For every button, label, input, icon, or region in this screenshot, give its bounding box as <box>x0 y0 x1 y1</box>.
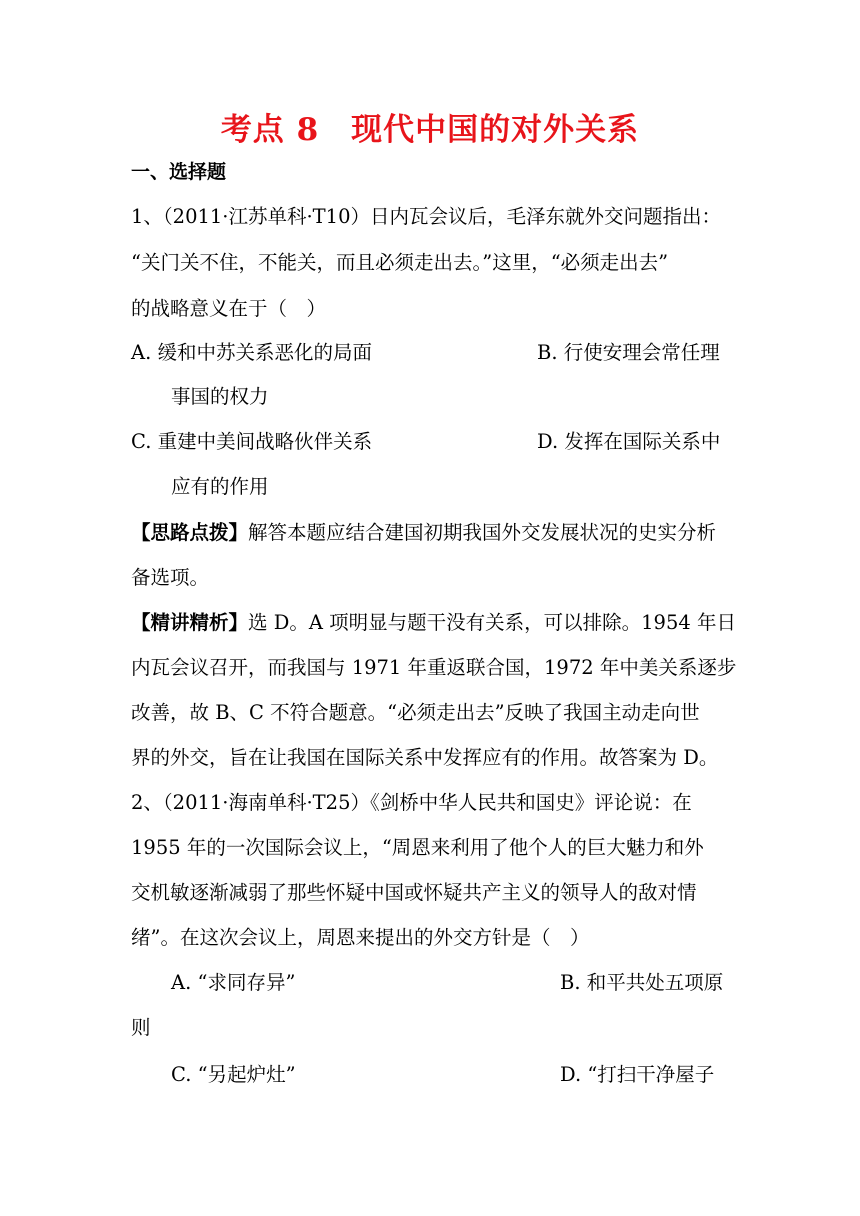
q1-hint-line-2: 备选项。 <box>131 566 210 589</box>
section-heading: 一、选择题 <box>131 161 227 183</box>
q2-option-b: B. 和平共处五项原 <box>560 971 724 994</box>
q1-option-b-continued: 事国的权力 <box>171 385 269 408</box>
q1-analysis-line-3: 改善，故 B、C 不符合题意。“必须走出去”反映了我国主动走向世 <box>131 701 700 724</box>
q1-stem-line-1: 1、（2011·江苏单科·T10）日内瓦会议后，毛泽东就外交问题指出： <box>131 205 721 228</box>
q1-analysis-line-4: 界的外交，旨在让我国在国际关系中发挥应有的作用。故答案为 D。 <box>131 746 719 769</box>
q2-option-b-continued: 则 <box>131 1016 151 1039</box>
q1-analysis-line-2: 内瓦会议召开，而我国与 1971 年重返联合国，1972 年中美关系逐步 <box>131 656 737 679</box>
q1-option-b: B. 行使安理会常任理 <box>537 341 720 364</box>
hint-text-1: 解答本题应结合建国初期我国外交发展状况的史实分析 <box>248 521 717 544</box>
q1-stem-line-2: “关门关不住，不能关，而且必须走出去。”这里，“必须走出去” <box>131 251 669 274</box>
q1-stem-line-3: 的战略意义在于（ ） <box>131 297 327 320</box>
q1-option-a: A. 缓和中苏关系恶化的局面 <box>131 341 372 364</box>
analysis-label: 【精讲精析】 <box>131 611 249 634</box>
q1-analysis-line-1 <box>131 608 736 638</box>
q2-option-c: C. “另起炉灶” <box>171 1063 296 1086</box>
q2-option-d: D. “打扫干净屋子 <box>560 1063 715 1086</box>
q2-stem-line-3: 交机敏逐渐减弱了那些怀疑中国或怀疑共产主义的领导人的敌对情 <box>131 881 697 904</box>
hint-label: 【思路点拨】 <box>131 521 249 544</box>
q2-option-a: A. “求同存异” <box>171 971 296 994</box>
q1-option-d-continued: 应有的作用 <box>171 475 269 498</box>
page-title: 考点 8 现代中国的对外关系 <box>220 112 640 148</box>
analysis-text-1: 选 D。A 项明显与题干没有关系，可以排除。1954 年日 <box>248 611 736 634</box>
q2-stem-line-4: 绪”。在这次会议上，周恩来提出的外交方针是（ ） <box>131 926 590 949</box>
q1-option-d: D. 发挥在国际关系中 <box>537 430 721 453</box>
q2-stem-line-2: 1955 年的一次国际会议上，“周恩来利用了他个人的巨大魅力和外 <box>131 836 704 859</box>
q1-hint-line-1 <box>131 518 716 548</box>
q1-option-c: C. 重建中美间战略伙伴关系 <box>131 430 373 453</box>
q2-stem-line-1: 2、（2011·海南单科·T25）《剑桥中华人民共和国史》评论说：在 <box>131 791 692 814</box>
